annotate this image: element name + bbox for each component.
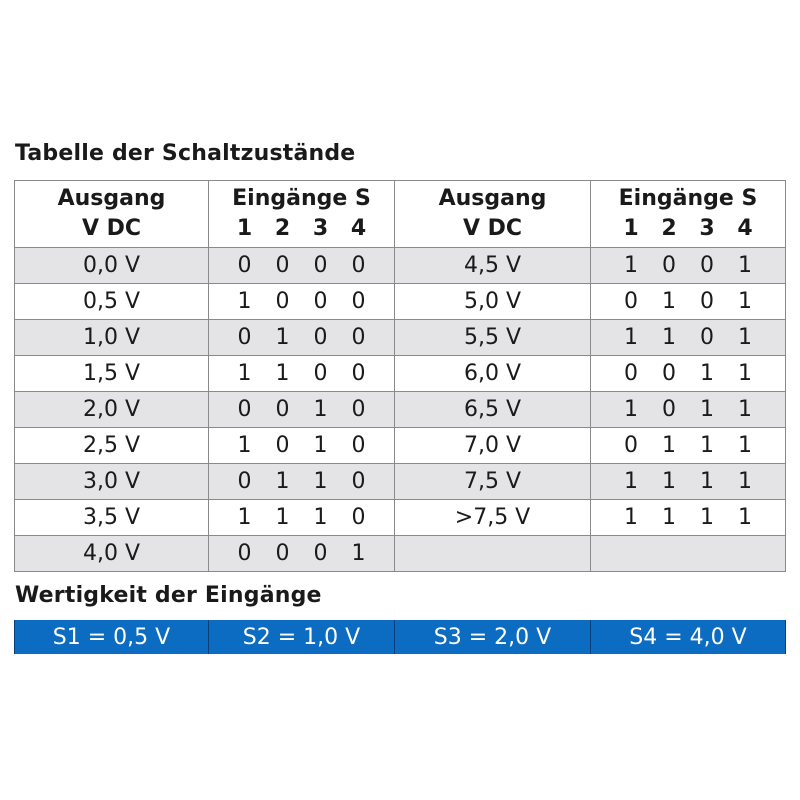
bit-value: 1 [738, 505, 752, 530]
header-input-1: 1 [623, 216, 639, 241]
header-input-3: 3 [312, 216, 329, 241]
bit-value: 0 [624, 433, 638, 458]
bit-value: 1 [275, 469, 290, 494]
bit-value: 1 [662, 433, 676, 458]
output-voltage-right: 6,5 V [395, 392, 591, 428]
bit-pattern [209, 433, 394, 458]
input-states-right [591, 428, 786, 464]
bit-value: 1 [237, 433, 252, 458]
bit-value: 1 [700, 469, 714, 494]
bit-pattern [591, 505, 785, 530]
bit-pattern [209, 469, 394, 494]
input-states-right [591, 536, 786, 572]
weight-s2: S2 = 1,0 V [209, 620, 395, 654]
bit-value: 0 [237, 541, 252, 566]
header-input-3: 3 [699, 216, 715, 241]
table-header-row [15, 181, 786, 248]
bit-pattern [209, 505, 394, 530]
bit-value: 0 [313, 541, 328, 566]
table-row [15, 428, 786, 464]
table-row [15, 284, 786, 320]
bit-value: 0 [275, 541, 290, 566]
bit-value: 0 [351, 289, 366, 314]
header-input-2: 2 [274, 216, 291, 241]
input-states-left [209, 536, 395, 572]
header-eingaenge-label: Eingänge S [618, 186, 758, 211]
output-voltage-right: 5,0 V [395, 284, 591, 320]
bit-value: 1 [738, 469, 752, 494]
bit-value: 0 [237, 325, 252, 350]
bit-value: 1 [662, 289, 676, 314]
output-voltage-right: 7,0 V [395, 428, 591, 464]
bit-value: 0 [275, 289, 290, 314]
bit-value: 0 [700, 253, 714, 278]
weight-s3: S3 = 2,0 V [395, 620, 591, 654]
input-weights-bar [14, 620, 786, 654]
bit-value: 0 [275, 253, 290, 278]
bit-value: 0 [662, 361, 676, 386]
input-states-right [591, 392, 786, 428]
table-row [15, 464, 786, 500]
output-voltage-left: 4,0 V [15, 536, 209, 572]
bit-value: 0 [237, 397, 252, 422]
bit-value: 1 [738, 253, 752, 278]
weights-row [15, 620, 786, 654]
output-voltage-right: 4,5 V [395, 248, 591, 284]
header-eingaenge-label: Eingänge S [232, 186, 371, 211]
bit-value: 1 [275, 325, 290, 350]
bit-value: 0 [351, 253, 366, 278]
bit-value: 1 [738, 397, 752, 422]
input-states-right [591, 284, 786, 320]
table-row [15, 392, 786, 428]
bit-pattern [591, 325, 785, 350]
bit-value: 1 [700, 397, 714, 422]
bit-value: 0 [351, 469, 366, 494]
output-voltage-left: 1,5 V [15, 356, 209, 392]
bit-value: 0 [700, 325, 714, 350]
input-states-right [591, 356, 786, 392]
bit-value: 0 [237, 253, 252, 278]
input-states-left [209, 356, 395, 392]
bit-value: 1 [624, 397, 638, 422]
input-states-left [209, 248, 395, 284]
bit-pattern [591, 361, 785, 386]
bit-pattern [591, 289, 785, 314]
output-voltage-right: 6,0 V [395, 356, 591, 392]
bit-value: 1 [662, 505, 676, 530]
bit-value: 0 [237, 469, 252, 494]
table-title: Tabelle der Schaltzustände [15, 141, 356, 166]
header-eingaenge-left [209, 181, 395, 248]
bit-value: 0 [662, 397, 676, 422]
header-vdc-label: V DC [81, 216, 142, 241]
bit-value: 1 [624, 505, 638, 530]
bit-value: 1 [313, 397, 328, 422]
output-voltage-left: 0,0 V [15, 248, 209, 284]
input-states-left [209, 320, 395, 356]
output-voltage-left: 3,5 V [15, 500, 209, 536]
bit-value: 1 [313, 469, 328, 494]
output-voltage-left: 3,0 V [15, 464, 209, 500]
bit-value: 1 [738, 361, 752, 386]
input-states-left [209, 284, 395, 320]
bit-pattern [209, 325, 394, 350]
input-states-left [209, 392, 395, 428]
bit-pattern [209, 541, 394, 566]
bit-pattern [591, 469, 785, 494]
weight-s1: S1 = 0,5 V [15, 620, 209, 654]
bit-value: 1 [700, 505, 714, 530]
table-row [15, 248, 786, 284]
input-states-right [591, 500, 786, 536]
bit-value: 1 [662, 325, 676, 350]
table-row [15, 356, 786, 392]
bit-pattern [209, 289, 394, 314]
weight-s4: S4 = 4,0 V [591, 620, 786, 654]
bit-value: 1 [313, 433, 328, 458]
output-voltage-right [395, 536, 591, 572]
header-input-numbers [591, 214, 785, 244]
header-ausgang-label: Ausgang [438, 186, 547, 211]
input-states-left [209, 464, 395, 500]
header-input-1: 1 [236, 216, 253, 241]
bit-value: 0 [700, 289, 714, 314]
bit-value: 1 [662, 469, 676, 494]
output-voltage-left: 2,0 V [15, 392, 209, 428]
header-ausgang-left [15, 181, 209, 248]
bit-value: 1 [237, 505, 252, 530]
bit-value: 0 [313, 253, 328, 278]
bit-value: 0 [662, 253, 676, 278]
output-voltage-right: 7,5 V [395, 464, 591, 500]
bit-value: 0 [275, 433, 290, 458]
output-voltage-right: >7,5 V [395, 500, 591, 536]
bit-value: 1 [624, 253, 638, 278]
bit-value: 1 [275, 361, 290, 386]
bit-pattern [209, 361, 394, 386]
bit-value: 1 [351, 541, 366, 566]
output-voltage-left: 0,5 V [15, 284, 209, 320]
table-row [15, 536, 786, 572]
bit-value: 0 [351, 433, 366, 458]
header-input-4: 4 [737, 216, 753, 241]
bit-value: 0 [313, 361, 328, 386]
bit-pattern [591, 433, 785, 458]
header-eingaenge-right [591, 181, 786, 248]
bit-pattern [591, 253, 785, 278]
table-body [15, 248, 786, 572]
bit-value: 1 [738, 433, 752, 458]
bit-value: 0 [351, 505, 366, 530]
bit-value: 0 [351, 397, 366, 422]
bit-value: 1 [237, 289, 252, 314]
bit-value: 0 [624, 289, 638, 314]
bit-value: 1 [700, 361, 714, 386]
weights-title: Wertigkeit der Eingänge [15, 583, 322, 608]
output-voltage-right: 5,5 V [395, 320, 591, 356]
bit-value: 0 [275, 397, 290, 422]
bit-value: 1 [237, 361, 252, 386]
header-vdc-label: V DC [462, 216, 523, 241]
bit-pattern [209, 397, 394, 422]
bit-value: 1 [624, 469, 638, 494]
input-states-left [209, 428, 395, 464]
input-states-right [591, 248, 786, 284]
table-row [15, 320, 786, 356]
bit-value: 0 [351, 325, 366, 350]
bit-value: 0 [624, 361, 638, 386]
bit-value: 1 [275, 505, 290, 530]
bit-pattern [591, 397, 785, 422]
header-input-numbers [209, 214, 394, 244]
bit-value: 1 [313, 505, 328, 530]
bit-pattern [209, 253, 394, 278]
bit-value: 1 [738, 325, 752, 350]
switch-state-table [14, 180, 786, 572]
output-voltage-left: 1,0 V [15, 320, 209, 356]
table-row [15, 500, 786, 536]
input-states-left [209, 500, 395, 536]
bit-value: 1 [624, 325, 638, 350]
header-ausgang-label: Ausgang [57, 186, 166, 211]
bit-value: 1 [738, 289, 752, 314]
bit-value: 0 [313, 325, 328, 350]
header-input-2: 2 [661, 216, 677, 241]
input-states-right [591, 320, 786, 356]
input-states-right [591, 464, 786, 500]
bit-value: 1 [700, 433, 714, 458]
bit-value: 0 [313, 289, 328, 314]
output-voltage-left: 2,5 V [15, 428, 209, 464]
header-input-4: 4 [350, 216, 367, 241]
bit-value: 0 [351, 361, 366, 386]
header-ausgang-right [395, 181, 591, 248]
